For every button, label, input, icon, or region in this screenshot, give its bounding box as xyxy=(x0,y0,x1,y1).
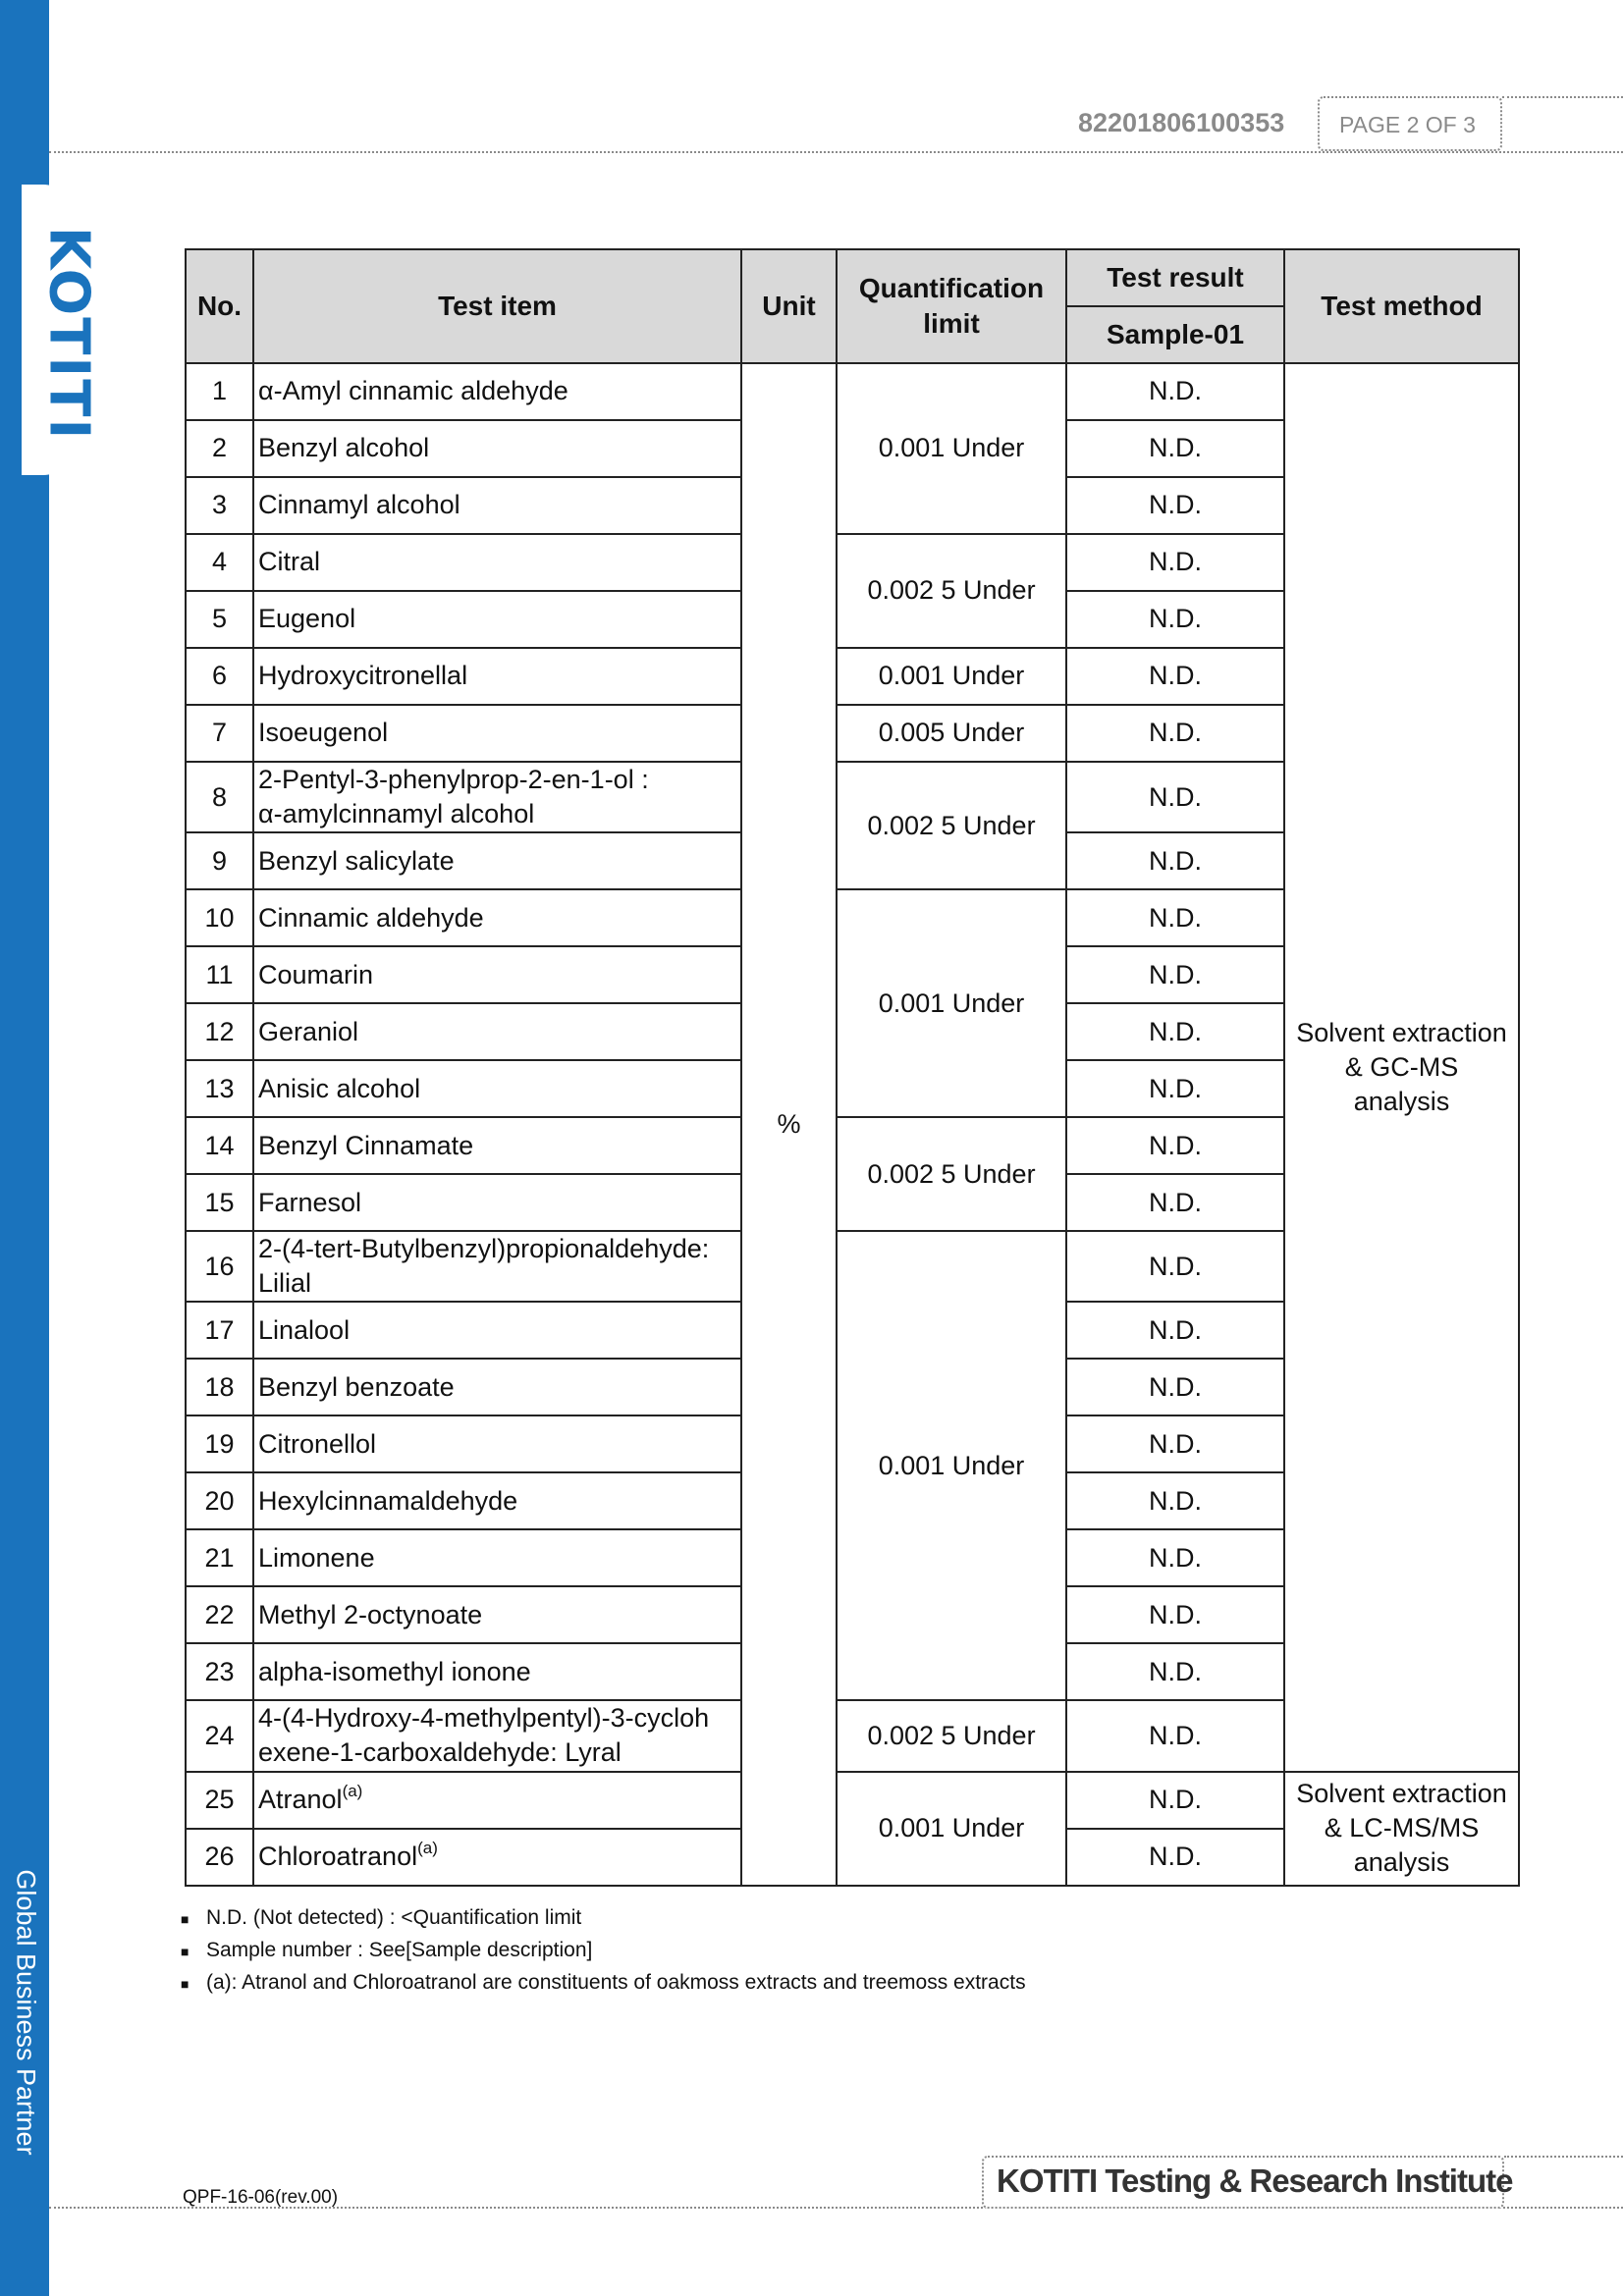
quant-limit: 0.002 5 Under xyxy=(837,534,1066,648)
header-sample: Sample-01 xyxy=(1066,306,1284,363)
test-item xyxy=(253,1231,741,1302)
report-number: 82201806100353 xyxy=(1078,108,1285,137)
header-unit: Unit xyxy=(741,249,837,363)
result: N.D. xyxy=(1066,648,1284,705)
result: N.D. xyxy=(1066,1529,1284,1586)
test-method-lcms xyxy=(1284,1772,1519,1886)
row-number: 24 xyxy=(186,1700,253,1771)
quant-limit: 0.001 Under xyxy=(837,889,1066,1117)
footnote-marker: (a) xyxy=(417,1839,438,1858)
test-item: Cinnamic aldehyde xyxy=(253,889,741,946)
row-number: 22 xyxy=(186,1586,253,1643)
row-number: 6 xyxy=(186,648,253,705)
test-item: Citral xyxy=(253,534,741,591)
institute-name: KOTITI Testing & Research Institute xyxy=(997,2163,1513,2199)
result: N.D. xyxy=(1066,1302,1284,1359)
note-text: Sample number : See[Sample description] xyxy=(206,1939,593,1961)
row-number: 10 xyxy=(186,889,253,946)
test-item: alpha-isomethyl ionone xyxy=(253,1643,741,1700)
test-item: Coumarin xyxy=(253,946,741,1003)
test-item-name: Atranol xyxy=(258,1785,343,1815)
test-item: Anisic alcohol xyxy=(253,1060,741,1117)
row-number: 4 xyxy=(186,534,253,591)
row-number: 8 xyxy=(186,762,253,832)
note-sample xyxy=(181,1935,1026,1967)
note-text: (a): Atranol and Chloroatranol are constituents of oakmoss extracts and treemoss extracts xyxy=(206,1971,1026,1994)
row-number: 1 xyxy=(186,363,253,420)
kotiti-logo: KOTITI xyxy=(36,226,101,442)
slogan: Global Business Partner xyxy=(11,1869,41,2156)
bullet: ■ xyxy=(181,1976,189,1992)
method-line: & GC-MS xyxy=(1344,1051,1459,1082)
test-item: Limonene xyxy=(253,1529,741,1586)
test-method-gcms xyxy=(1284,363,1519,1772)
test-item: Eugenol xyxy=(253,591,741,648)
test-item: Citronellol xyxy=(253,1415,741,1472)
unit-cell: % xyxy=(741,363,837,1886)
result: N.D. xyxy=(1066,1359,1284,1415)
table-row xyxy=(186,363,1519,420)
test-item: α-Amyl cinnamic aldehyde xyxy=(253,363,741,420)
test-item: Geraniol xyxy=(253,1003,741,1060)
header-divider xyxy=(49,151,1623,153)
test-item-line: Lilial xyxy=(258,1268,312,1299)
row-number: 26 xyxy=(186,1829,253,1886)
header-quant-limit xyxy=(837,249,1066,363)
result: N.D. xyxy=(1066,1415,1284,1472)
result: N.D. xyxy=(1066,477,1284,534)
result: N.D. xyxy=(1066,1586,1284,1643)
method-line: analysis xyxy=(1353,1847,1450,1878)
test-item: Linalool xyxy=(253,1302,741,1359)
row-number: 11 xyxy=(186,946,253,1003)
header-no: No. xyxy=(186,249,253,363)
result: N.D. xyxy=(1066,363,1284,420)
result: N.D. xyxy=(1066,1060,1284,1117)
row-number: 19 xyxy=(186,1415,253,1472)
method-line: analysis xyxy=(1353,1086,1450,1116)
method-line: Solvent extraction xyxy=(1296,1017,1507,1047)
result: N.D. xyxy=(1066,889,1284,946)
row-number: 16 xyxy=(186,1231,253,1302)
quant-limit: 0.002 5 Under xyxy=(837,1700,1066,1771)
quant-limit: 0.002 5 Under xyxy=(837,1117,1066,1231)
row-number: 5 xyxy=(186,591,253,648)
test-item-line: 2-Pentyl-3-phenylprop-2-en-1-ol : xyxy=(258,765,649,794)
result: N.D. xyxy=(1066,946,1284,1003)
test-item: Isoeugenol xyxy=(253,705,741,762)
test-item: Benzyl Cinnamate xyxy=(253,1117,741,1174)
result: N.D. xyxy=(1066,420,1284,477)
row-number: 25 xyxy=(186,1772,253,1829)
result: N.D. xyxy=(1066,832,1284,889)
result: N.D. xyxy=(1066,1174,1284,1231)
test-item: Benzyl salicylate xyxy=(253,832,741,889)
header-test-item: Test item xyxy=(253,249,741,363)
result: N.D. xyxy=(1066,1700,1284,1771)
test-item-name: Chloroatranol xyxy=(258,1842,418,1872)
bullet: ■ xyxy=(181,1911,189,1927)
row-number: 14 xyxy=(186,1117,253,1174)
test-item: Benzyl benzoate xyxy=(253,1359,741,1415)
test-item: Cinnamyl alcohol xyxy=(253,477,741,534)
test-item: Methyl 2-octynoate xyxy=(253,1586,741,1643)
notes xyxy=(181,1902,1026,2000)
result: N.D. xyxy=(1066,762,1284,832)
result: N.D. xyxy=(1066,1003,1284,1060)
quant-limit: 0.001 Under xyxy=(837,648,1066,705)
footnote-marker: (a) xyxy=(342,1782,363,1801)
header-quant-limit-text: Quantification limit xyxy=(858,272,1045,339)
quant-limit: 0.005 Under xyxy=(837,705,1066,762)
quant-limit: 0.001 Under xyxy=(837,363,1066,534)
test-item-line: 2-(4-tert-Butylbenzyl)propionaldehyde: xyxy=(258,1234,710,1264)
row-number: 15 xyxy=(186,1174,253,1231)
result: N.D. xyxy=(1066,534,1284,591)
test-item xyxy=(253,1772,741,1829)
footer-divider-right xyxy=(1504,2156,1623,2158)
test-item-line: α-amylcinnamyl alcohol xyxy=(258,799,535,829)
quant-limit: 0.001 Under xyxy=(837,1772,1066,1886)
header-test-method: Test method xyxy=(1284,249,1519,363)
note-nd xyxy=(181,1902,1026,1935)
row-number: 20 xyxy=(186,1472,253,1529)
row-number: 12 xyxy=(186,1003,253,1060)
bullet: ■ xyxy=(181,1944,189,1959)
test-item-line: 4-(4-Hydroxy-4-methylpentyl)-3-cycloh xyxy=(258,1703,710,1734)
row-number: 18 xyxy=(186,1359,253,1415)
note-text: N.D. (Not detected) : <Quantification limit xyxy=(206,1906,582,1929)
result: N.D. xyxy=(1066,591,1284,648)
method-line: & LC-MS/MS xyxy=(1324,1813,1480,1843)
row-number: 21 xyxy=(186,1529,253,1586)
header-test-result: Test result xyxy=(1066,249,1284,306)
result: N.D. xyxy=(1066,1117,1284,1174)
row-number: 23 xyxy=(186,1643,253,1700)
result: N.D. xyxy=(1066,705,1284,762)
row-number: 2 xyxy=(186,420,253,477)
form-code: QPF-16-06(rev.00) xyxy=(183,2187,339,2208)
header-divider-right xyxy=(1502,96,1623,98)
test-item xyxy=(253,1829,741,1886)
row-number: 7 xyxy=(186,705,253,762)
note-footnote-a xyxy=(181,1967,1026,2000)
results-table xyxy=(185,248,1520,1887)
row-number: 13 xyxy=(186,1060,253,1117)
page-indicator: PAGE 2 OF 3 xyxy=(1339,112,1476,137)
test-item: Benzyl alcohol xyxy=(253,420,741,477)
row-number: 17 xyxy=(186,1302,253,1359)
row-number: 3 xyxy=(186,477,253,534)
test-item: Hexylcinnamaldehyde xyxy=(253,1472,741,1529)
method-line: Solvent extraction xyxy=(1296,1778,1507,1808)
row-number: 9 xyxy=(186,832,253,889)
table-row xyxy=(186,1772,1519,1829)
result: N.D. xyxy=(1066,1231,1284,1302)
quant-limit: 0.001 Under xyxy=(837,1231,1066,1700)
test-item: Farnesol xyxy=(253,1174,741,1231)
result: N.D. xyxy=(1066,1472,1284,1529)
test-item xyxy=(253,1700,741,1771)
result: N.D. xyxy=(1066,1643,1284,1700)
result: N.D. xyxy=(1066,1772,1284,1829)
quant-limit: 0.002 5 Under xyxy=(837,762,1066,889)
result: N.D. xyxy=(1066,1829,1284,1886)
test-item: Hydroxycitronellal xyxy=(253,648,741,705)
test-item-line: exene-1-carboxaldehyde: Lyral xyxy=(258,1737,622,1768)
test-item xyxy=(253,762,741,832)
